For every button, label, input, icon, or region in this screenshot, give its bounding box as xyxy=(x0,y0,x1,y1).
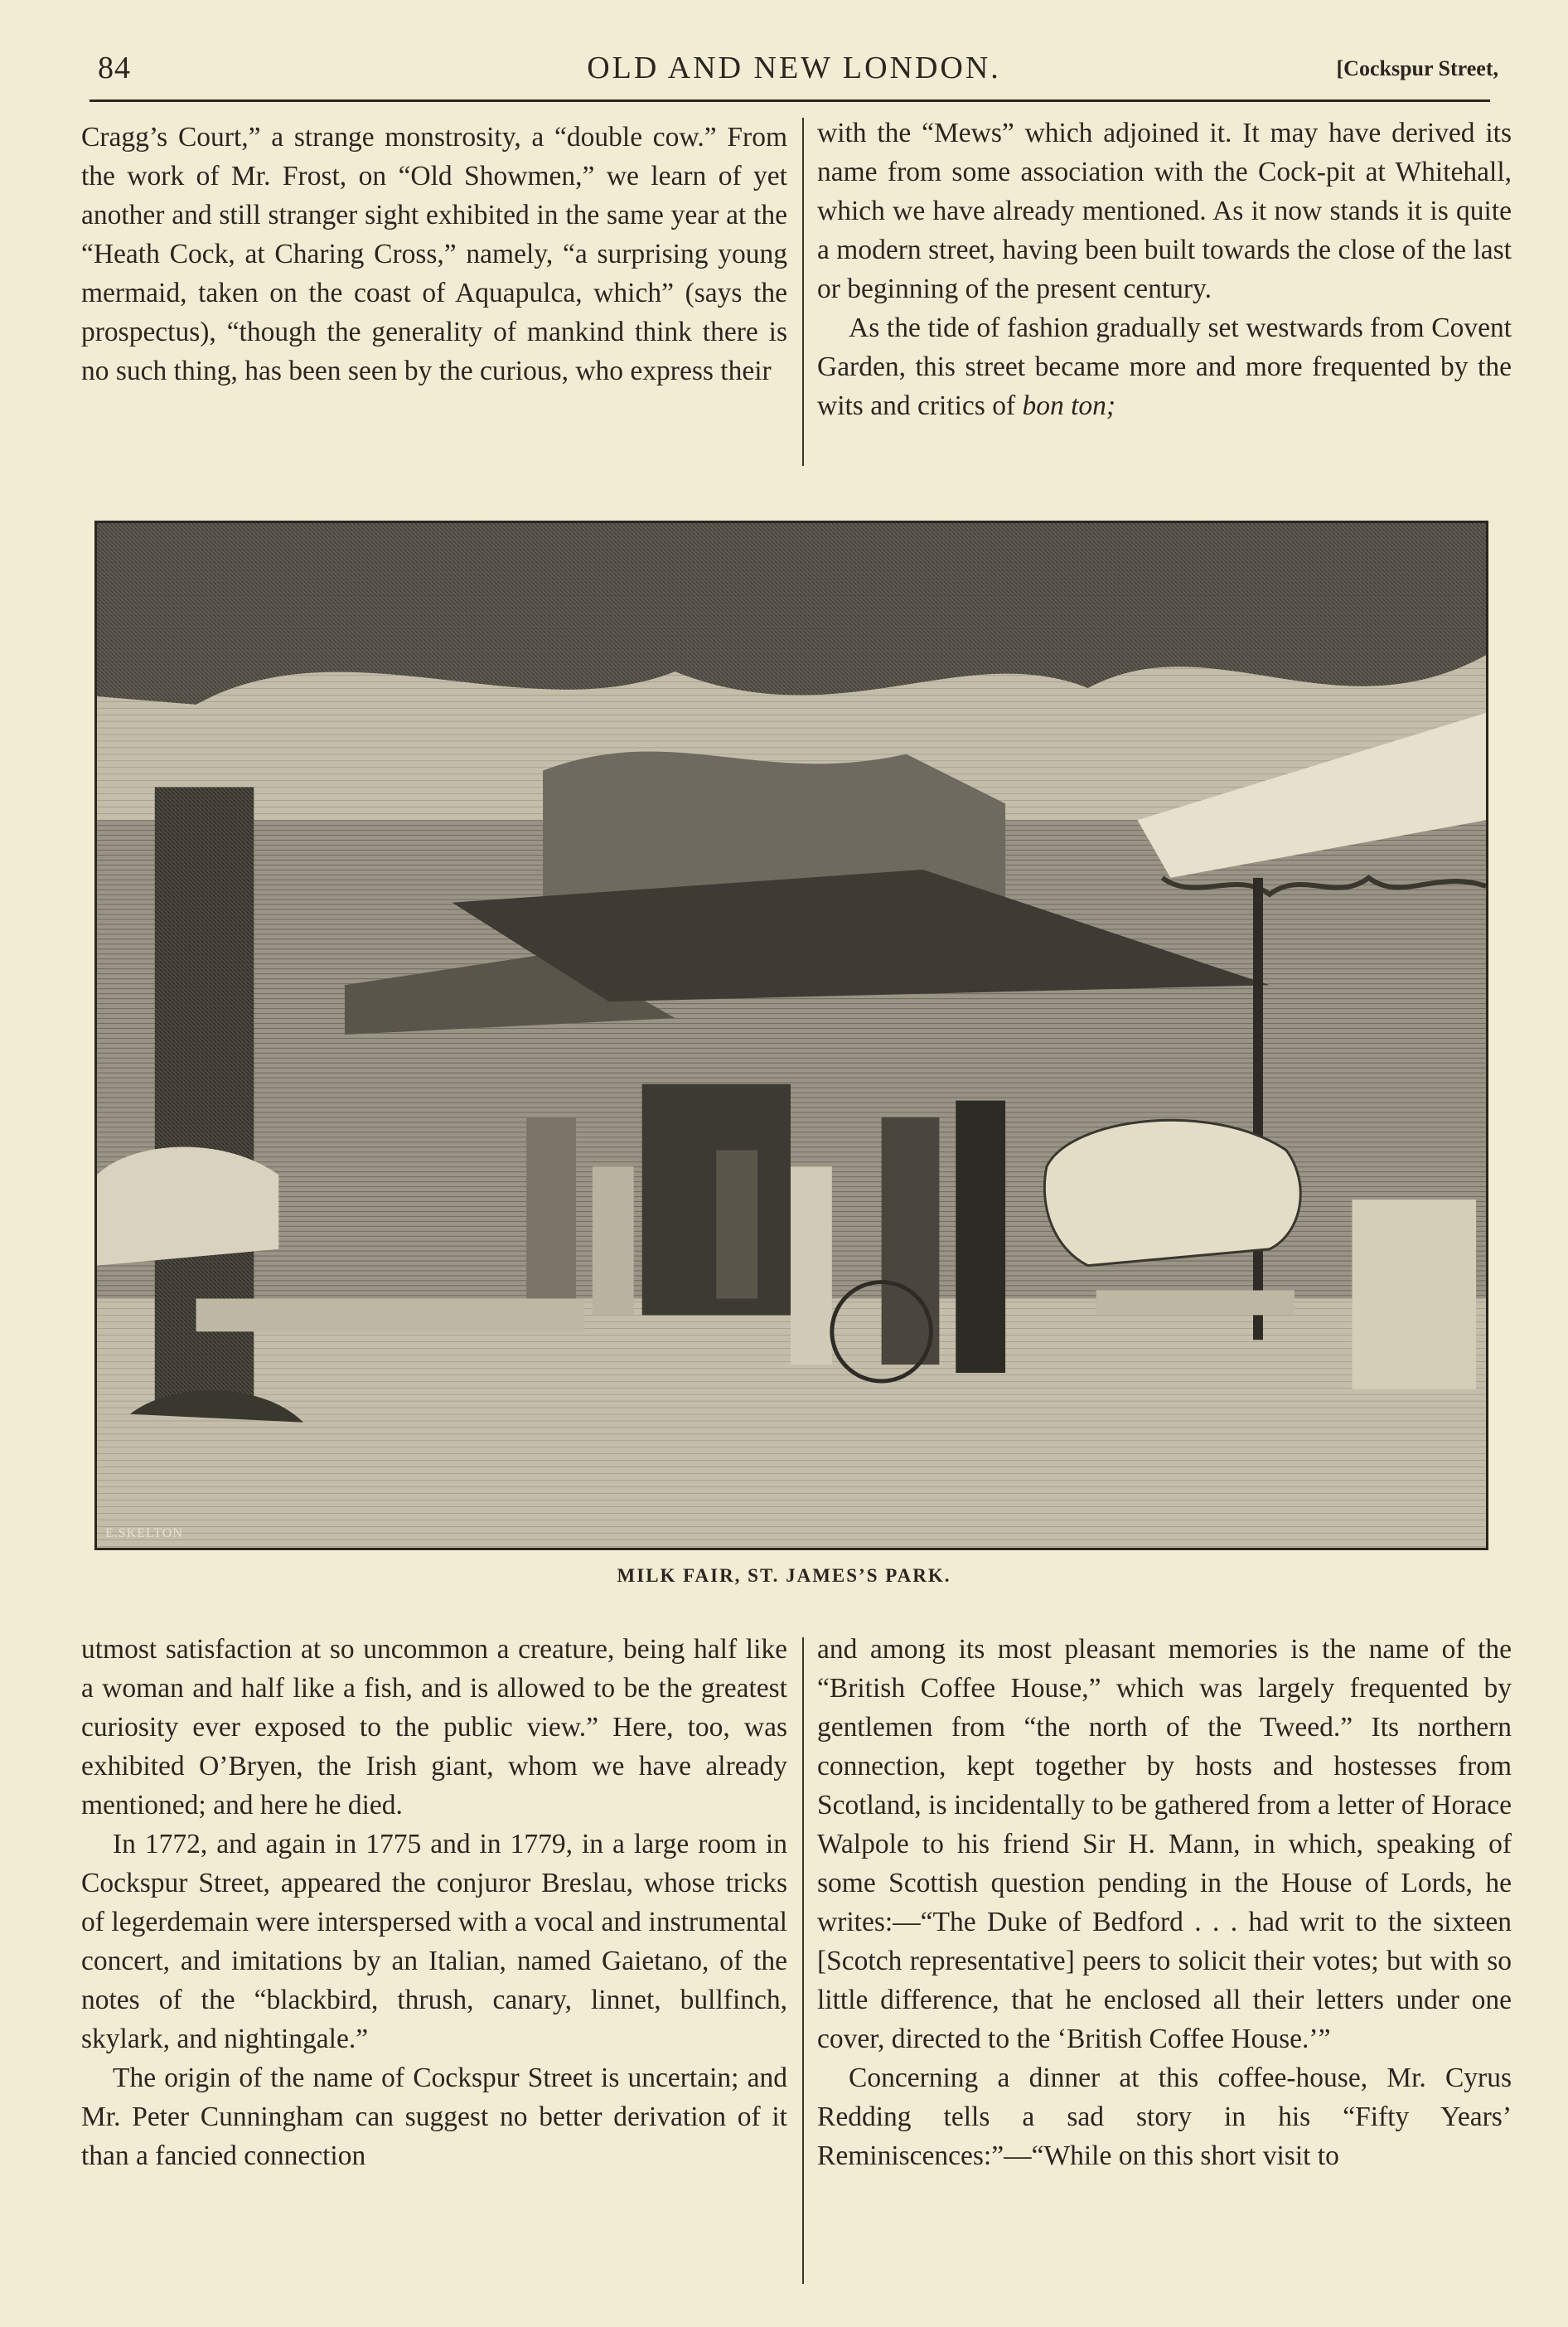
paragraph: utmost satisfaction at so uncommon a creature, being half like a woman and half like a fish, and is allowed to be the greatest curiosity ever exposed to the public view.” Here, too, was exhibited O’Bryen, the Irish giant, whom we have already mentioned; and here he died. xyxy=(81,1634,787,1820)
figure-caption: MILK FAIR, ST. JAMES’S PARK. xyxy=(617,1565,951,1586)
paragraph: The origin of the name of Cockspur Street is uncertain; and Mr. Peter Cunningham can suggest no better derivation of it than a fancied connection xyxy=(81,2063,787,2171)
paragraph: Concerning a dinner at this coffee-house, Mr. Cyrus Redding tells a sad story in his “Fifty Years’ Reminiscences:”—“While on this short visit to xyxy=(817,2063,1512,2171)
column-divider-bottom xyxy=(802,1637,804,2284)
paragraph: with the “Mews” which adjoined it. It may have derived its name from some association with the Cock-pit at Whitehall, which we have already mentioned. As it now stands it is quite a modern street, having been built towards the close of the last or beginning of the present century. xyxy=(817,118,1512,304)
running-head xyxy=(90,50,1498,99)
column-top-left xyxy=(81,118,787,390)
paragraph-text: As the tide of fashion gradually set westwards from Covent Garden, this street became more and more frequented by the wits and critics of xyxy=(817,313,1512,421)
paragraph: In 1772, and again in 1775 and in 1779, in a large room in Cockspur Street, appeared the conjuror Breslau, whose tricks of legerdemain were interspersed with a vocal and instrumental concert, and imitations by an Italian, named Gaietano, of the notes of the “blackbird, thrush, canary, linnet, bullfinch, skylark, and nightingale.” xyxy=(81,1829,787,2054)
paragraph: and among its most pleasant memories is the name of the “British Coffee House,” which was largely frequented by gentlemen from “the north of the Tweed.” Its northern connection, kept together by hosts and hostesses from Scotland, is incidentally to be gathered from a letter of Horace Walpole to his friend Sir H. Mann, in which, speaking of some Scottish question pending in the House of Lords, he writes:—“The Duke of Bedford . . . had writ to the sixteen [Scotch representative] peers to solicit their votes; but with so little difference, that he enclosed all their letters under one cover, directed to the ‘British Coffee House.’” xyxy=(817,1634,1512,2054)
column-divider-top xyxy=(802,118,804,466)
running-title: OLD AND NEW LONDON. xyxy=(587,51,1001,85)
engraver-signature: E.SKELTON xyxy=(105,1526,183,1540)
column-bottom-left xyxy=(81,1630,787,2175)
page-number: 84 xyxy=(98,51,131,85)
paragraph xyxy=(817,308,1512,425)
section-title: [Cockspur Street, xyxy=(1336,56,1498,80)
italic-phrase: bon ton; xyxy=(1022,390,1116,421)
column-bottom-right xyxy=(817,1630,1512,2175)
header-rule xyxy=(90,99,1490,102)
engraving-illustration xyxy=(94,521,1488,1550)
paragraph: Cragg’s Court,” a strange monstrosity, a “double cow.” From the work of Mr. Frost, on “Old Showmen,” we learn of yet another and still stranger sight exhibited in the same year at the “Heath Cock, at Charing Cross,” namely, “a surprising young mermaid, taken on the coast of Aquapulca, which” (says the prospectus), “though the generality of mankind think there is no such thing, has been seen by the curious, who express their xyxy=(81,122,787,386)
column-top-right xyxy=(817,114,1512,425)
engraving-image xyxy=(97,523,1486,1548)
